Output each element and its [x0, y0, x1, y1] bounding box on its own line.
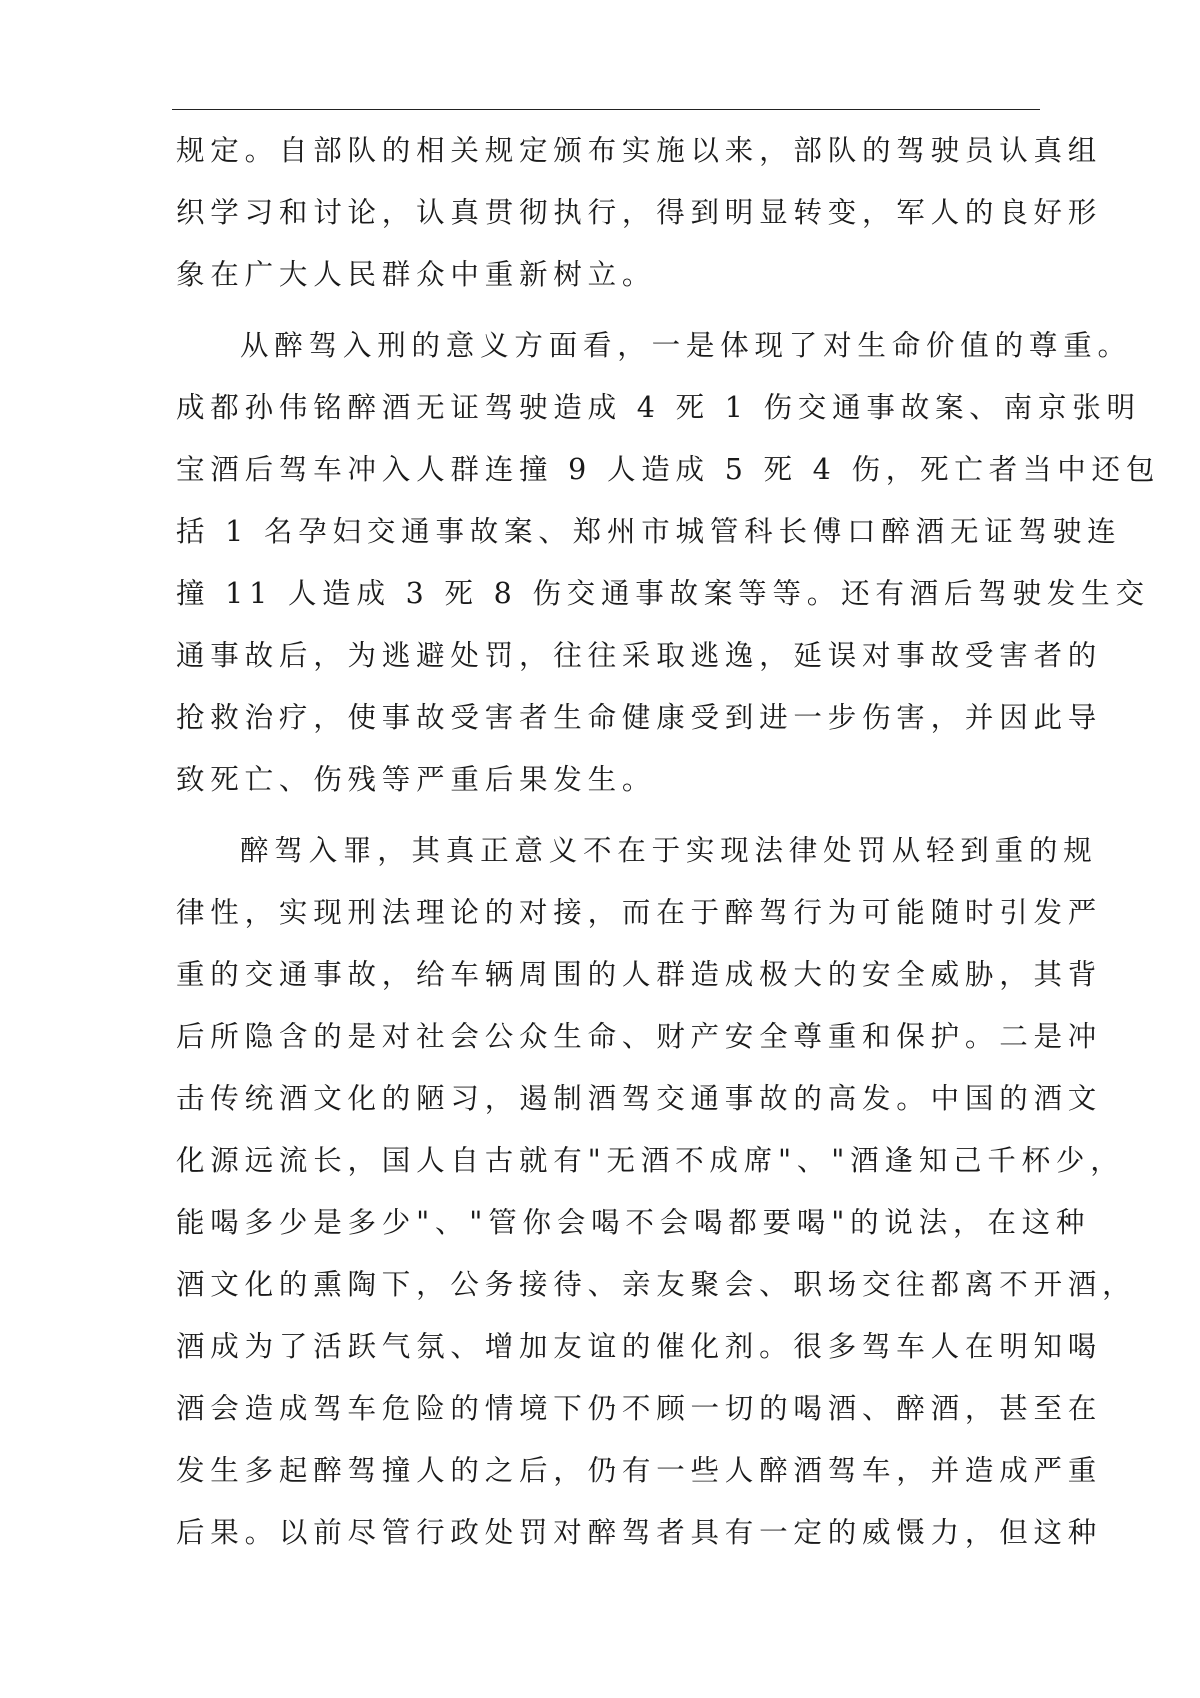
text-line: 括 1 名孕妇交通事故案、郑州市城管科长傅口醉酒无证驾驶连: [176, 515, 1122, 548]
text-line: 撞 11 人造成 3 死 8 伤交通事故案等等。还有酒后驾驶发生交: [176, 577, 1150, 610]
text-line: 律性，实现刑法理论的对接，而在于醉驾行为可能随时引发严: [176, 896, 1103, 929]
text-line: 织学习和讨论，认真贯彻执行，得到明显转变，军人的良好形: [176, 196, 1103, 229]
text-line: 酒会造成驾车危险的情境下仍不顾一切的喝酒、醉酒，甚至在: [176, 1392, 1103, 1425]
text-line: 象在广大人民群众中重新树立。: [176, 258, 657, 291]
text-line: 宝酒后驾车冲入人群连撞 9 人造成 5 死 4 伤，死亡者当中还包: [176, 453, 1161, 486]
text-line: 酒文化的熏陶下，公务接待、亲友聚会、职场交往都离不开酒，: [176, 1268, 1137, 1301]
text-line: 抢救治疗，使事故受害者生命健康受到进一步伤害，并因此导: [176, 701, 1103, 734]
paragraph-3: [176, 820, 1137, 1564]
paragraph-1: [176, 120, 1103, 306]
text-line: 能喝多少是多少"、"管你会喝不会喝都要喝"的说法，在这种: [176, 1206, 1091, 1239]
header-rule: [172, 109, 1040, 110]
text-line: 酒成为了活跃气氛、增加友谊的催化剂。很多驾车人在明知喝: [176, 1330, 1103, 1363]
paragraph-2: [176, 315, 1161, 811]
text-line: 成都孙伟铭醉酒无证驾驶造成 4 死 1 伤交通事故案、南京张明: [176, 391, 1141, 424]
text-line: 从醉驾入刑的意义方面看，一是体现了对生命价值的尊重。: [240, 329, 1132, 362]
text-line: 击传统酒文化的陋习，遏制酒驾交通事故的高发。中国的酒文: [176, 1082, 1103, 1115]
text-line: 化源远流长，国人自古就有"无酒不成席"、"酒逢知己千杯少，: [176, 1144, 1125, 1177]
text-line: 醉驾入罪，其真正意义不在于实现法律处罚从轻到重的规: [240, 834, 1098, 867]
text-line: 规定。自部队的相关规定颁布实施以来，部队的驾驶员认真组: [176, 134, 1103, 167]
text-line: 发生多起醉驾撞人的之后，仍有一些人醉酒驾车，并造成严重: [176, 1454, 1103, 1487]
text-line: 后所隐含的是对社会公众生命、财产安全尊重和保护。二是冲: [176, 1020, 1103, 1053]
text-line: 通事故后，为逃避处罚，往往采取逃逸，延误对事故受害者的: [176, 639, 1103, 672]
text-line: 致死亡、伤残等严重后果发生。: [176, 763, 657, 796]
document-body: [176, 120, 1161, 1564]
text-line: 重的交通事故，给车辆周围的人群造成极大的安全威胁，其背: [176, 958, 1103, 991]
text-line: 后果。以前尽管行政处罚对醉驾者具有一定的威慑力，但这种: [176, 1516, 1103, 1549]
